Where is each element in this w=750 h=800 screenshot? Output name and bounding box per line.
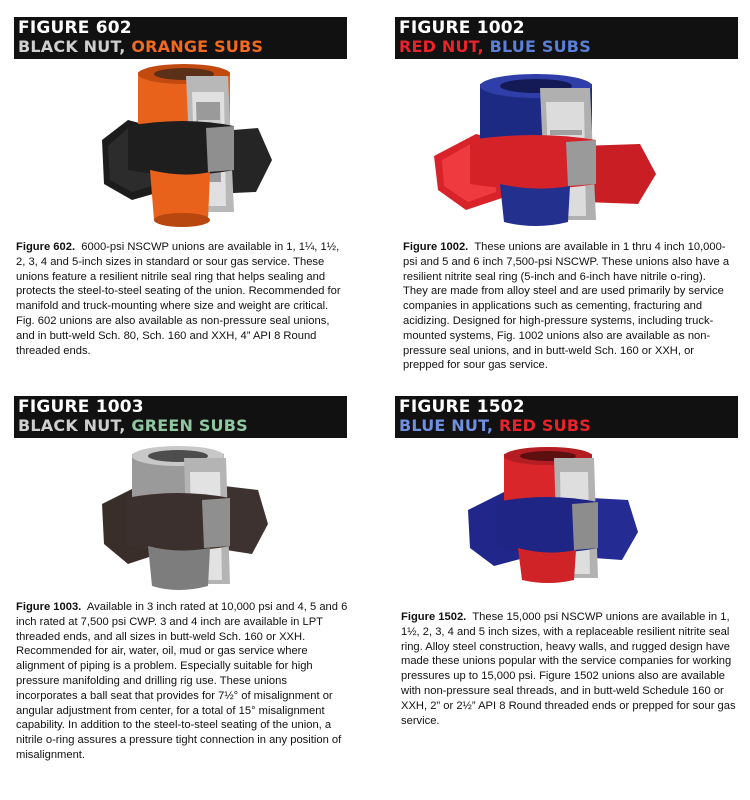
- figure-1002-heading: FIGURE 1002: [399, 18, 525, 38]
- figure-1002-nut-color: RED NUT,: [399, 37, 484, 56]
- figure-602-union-photo: [88, 62, 278, 232]
- figure-1002-label: Figure 1002.: [403, 241, 469, 253]
- figure-602-nut-color: BLACK NUT,: [18, 37, 126, 56]
- figure-1502-union-photo: [460, 446, 640, 586]
- figure-1502-label: Figure 1502.: [401, 611, 467, 623]
- figure-1502-nut-color: BLUE NUT,: [399, 416, 494, 435]
- figure-1502-subs-color: RED SUBS: [499, 416, 591, 435]
- figure-1003-description: [16, 600, 351, 763]
- figure-1003-nut-color: BLACK NUT,: [18, 416, 126, 435]
- figure-1502-text: These 15,000 psi NSCWP unions are available in 1, 1½, 2, 3, 4 and 5 inch sizes, with a replaceable resilient nitrite seal ring. Alloy steel construction, heavy walls, and rugged design have made these unions popular with the service companies for working pressures up to 15,000 psi. Figure 1502 unions also are available with non-pressure seal threads, and in butt-weld Schedule 160 or XXH, 2” or 2½” API 8 Round threaded ends or prepped for sour gas service.: [401, 611, 736, 727]
- figure-1002-banner: [395, 17, 738, 59]
- figure-1002-union-photo: [430, 70, 660, 230]
- figure-1003-text: Available in 3 inch rated at 10,000 psi and 4, 5 and 6 inch rated at 7,500 psi CWP. 3 and 4 inch are available in LPT threaded ends, and all sizes in butt-weld Sch. 160 or XXH. Recommended for air, water, oil, mud or gas service where alignment of piping is a problem. Especially suitable for high pressure manifolding and drilling rig use. These unions incorporates a ball seat that provides for 7½° of misalignment or angular adjustment from center, for a total of 15° misalignment capability. In addition to the steel-to-steel seating of the union, a nitrile o-ring assures a pressure tight connection in any position of misalignment.: [16, 601, 348, 761]
- figure-1502-banner: [395, 396, 738, 438]
- figure-1002-subs-color: BLUE SUBS: [489, 37, 591, 56]
- figure-602-heading: FIGURE 602: [18, 18, 132, 38]
- figure-1502-heading: FIGURE 1502: [399, 397, 525, 417]
- figure-1003-subs-color: GREEN SUBS: [131, 416, 248, 435]
- figure-1502-description: [401, 610, 736, 728]
- figure-602-banner: [14, 17, 347, 59]
- figure-1003-banner: [14, 396, 347, 438]
- figure-602-label: Figure 602.: [16, 241, 76, 253]
- figure-1003-heading: FIGURE 1003: [18, 397, 144, 417]
- figure-1002-description: [403, 240, 733, 373]
- figure-602-description: [16, 240, 349, 358]
- figure-1002-text: These unions are available in 1 thru 4 inch 10,000-psi and 5 and 6 inch 7,500-psi NSCWP. These unions also have a resilient nitrite seal ring (5-inch and 6-inch have nitrile o-ring). They are made from alloy steel and are used primarily by service companies in applications such as cementing, fracturing and acidizing. Designed for high-pressure systems, including truck-mounted systems, Fig. 1002 unions also are available as non-pressure seal unions, and in butt-weld Sch. 160 or XXH, or prepped for sour gas service.: [403, 241, 730, 372]
- figure-1003-union-photo: [92, 446, 272, 594]
- figure-602-text: 6000-psi NSCWP unions are available in 1, 1¼, 1½, 2, 3, 4 and 5-inch sizes in standard or sour gas service. These unions feature a resilient nitrile seal ring that helps sealing and protects the steel-to-steel seating of the union. Recommended for manifold and truck-mounting where size and weight are critical. Fig. 602 unions are also available as non-pressure seal unions, and in butt-weld Sch. 80, Sch. 160 and XXH, 4” API 8 Round threaded ends.: [16, 241, 341, 357]
- figure-1003-label: Figure 1003.: [16, 601, 82, 613]
- figure-602-subs-color: ORANGE SUBS: [131, 37, 264, 56]
